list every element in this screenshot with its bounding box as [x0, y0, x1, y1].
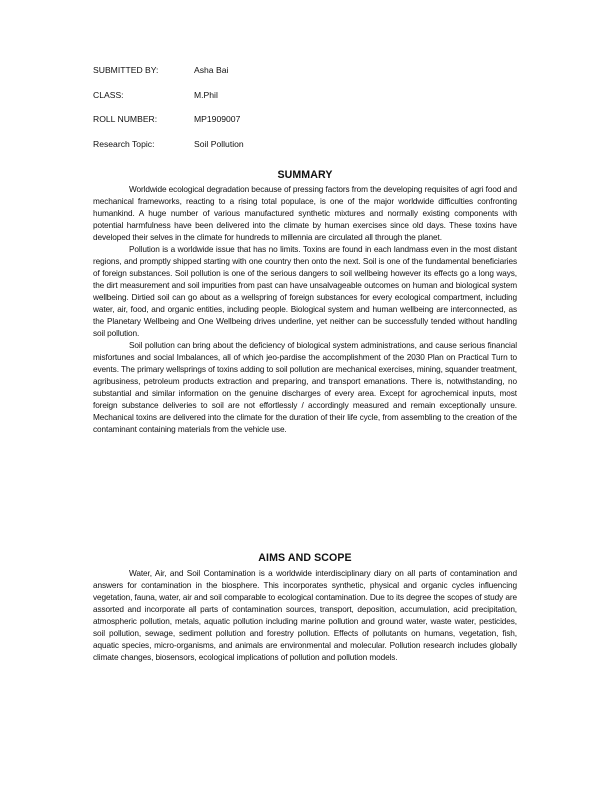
aims-paragraph: Water, Air, and Soil Contamination is a worldwide interdisciplinary diary on all parts of contamination and answers for contamination in the biosphere. This incorporates synthetic, physical and organic cycles influencing vegetation, fauna, water, air and soil comparable to ecological contamination. Due to its degree the scopes of study are assorted and incorporate all parts of contamination sources, transport, deposition, accumulation, acid precipitation, atmospheric pollution, metals, aquatic pollution including marine pollution and ground water, waste water, pesticides, soil pollution, sewage, sediment pollution and forestry pollution. Effects of pollutants on humans, vegetation, fish, aquatic species, micro-organisms, and animals are environmental and molecular. Pollution research includes globally climate changes, biosensors, ecological implications of pollution and pollution models.: [93, 569, 517, 662]
class-label: CLASS:: [93, 89, 124, 100]
summary-body: [93, 184, 517, 436]
roll-number-value: MP1909007: [194, 114, 241, 125]
submission-details: [93, 66, 513, 164]
summary-paragraph: Worldwide ecological degradation because of pressing factors from the developing requisites of agri food and mechanical frameworks, reacting to a rising total populace, is one of the major worldwide difficulties confronting humankind. A huge number of various manufactured synthetic mixtures and normally existing components with potential harmfulness have been delivered into the climate by human exercises since old days. These toxins have developed their selves in the climate for hundreds to millennia are circulated all through the planet.: [93, 185, 517, 242]
summary-heading: SUMMARY: [277, 169, 333, 181]
submitted-by-value: Asha Bai: [194, 65, 229, 75]
research-topic-row: [93, 140, 513, 165]
summary-paragraph: Pollution is a worldwide issue that has no limits. Toxins are found in each landmass even in the most distant regions, and promptly shipped starting with one country then onto the next. Soil is one of the fundamental beneficiaries of foreign substances. Soil pollution is one of the serious dangers to soil wellbeing however its effects go a long ways, the dirt measurement and soil impurities from past can have unsalvageable outcomes on human and biological system wellbeing. Dirtied soil can go about as a wellspring of foreign substances for every ecological compartment, including water, air, food, and organic entities, including people. Biological system and human wellbeing are interconnected, as the Planetary Wellbeing and One Wellbeing drives underline, yet neither can be successfully tended without handling soil pollution.: [93, 245, 517, 338]
submitted-by-label: SUBMITTED BY:: [93, 65, 159, 75]
class-value: M.Phil: [194, 89, 218, 100]
research-topic-value: Soil Pollution: [194, 138, 244, 149]
aims-and-scope-body: [93, 568, 517, 664]
summary-paragraph: Soil pollution can bring about the deficiency of biological system administrations, and cause serious financial misfortunes and social Imbalances, all of which jeo-pardise the accomplishment of the 2030 Plan on Practical Turn to events. The primary wellsprings of toxins adding to soil pollution are mechanical exercises, mining, squander treatment, agribusiness, petroleum products extraction and preparing, and transport emanations. There is, notwithstanding, no substantial and similar information on the genuine discharges of every area. Except for agrochemical inputs, most foreign substance deliveries to soil are not effortlessly / accordingly measured and remain exceptionally unsure. Mechanical toxins are delivered into the climate for the duration of their life cycle, from assembling to the creation of the contaminant containing materials from the vehicle use.: [93, 341, 517, 434]
class-row: [93, 91, 513, 116]
submitted-by-row: [93, 66, 513, 91]
roll-number-label: ROLL NUMBER:: [93, 114, 158, 125]
research-topic-label: Research Topic:: [93, 138, 155, 149]
roll-number-row: [93, 115, 513, 140]
aims-and-scope-heading: AIMS AND SCOPE: [258, 552, 352, 564]
